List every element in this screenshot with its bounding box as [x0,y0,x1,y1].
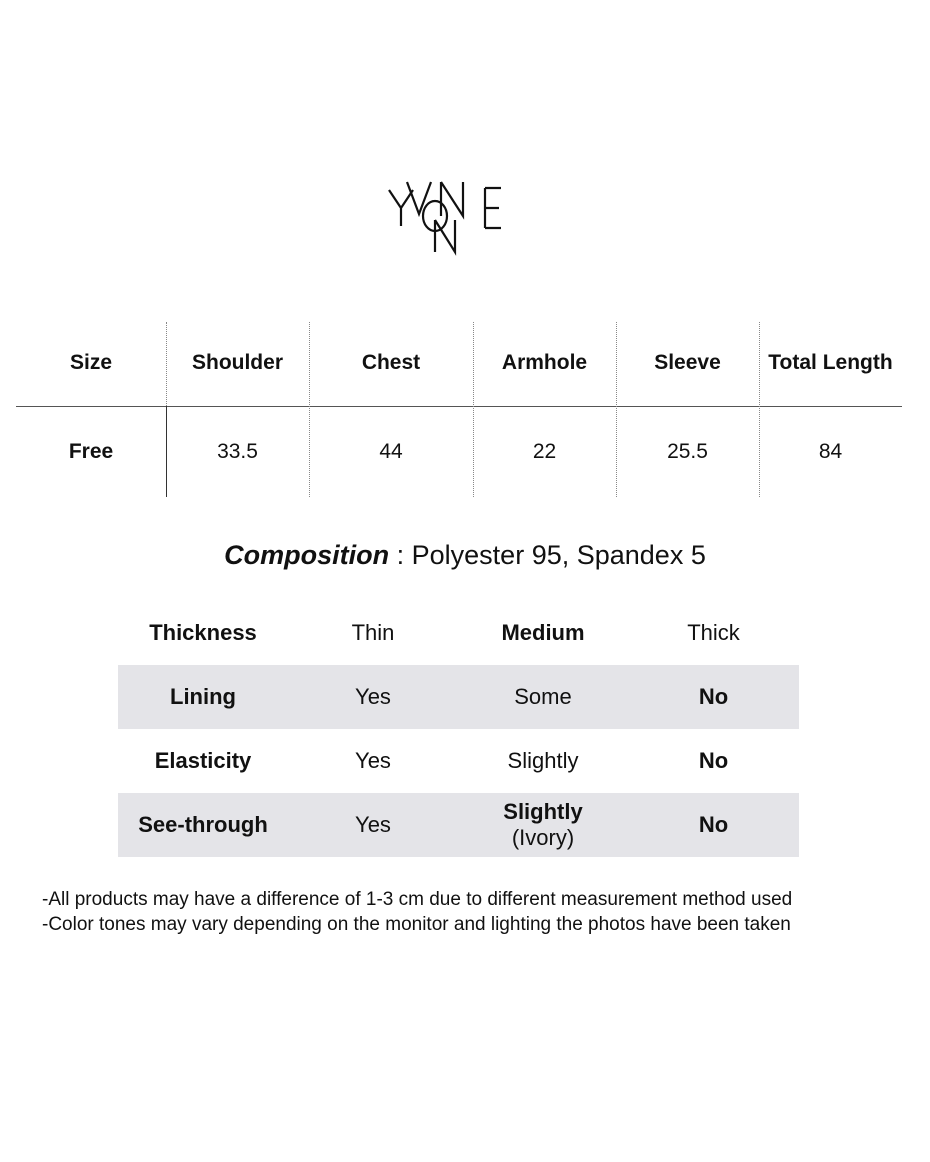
col-size [16,322,166,497]
fabric-label: See-through [138,812,268,837]
fabric-option: Slightly [507,748,579,773]
fabric-option: No [698,812,729,837]
column-divider [309,322,310,497]
fabric-option-selected [458,793,628,857]
value-chest: 44 [379,440,403,463]
header-shoulder: Shoulder [191,351,283,374]
size-table [16,322,902,497]
composition-line [0,540,930,571]
fabric-row-lining [118,665,799,729]
composition-value: Polyester 95, Spandex 5 [411,540,706,570]
col-chest [309,322,473,497]
row-label-divider [166,406,167,497]
fabric-option-selected: Medium [501,620,585,645]
value-total-length: 84 [818,440,843,463]
fabric-option-selected: No [698,684,729,709]
fabric-label: Elasticity [154,748,252,773]
value-sleeve: 25.5 [667,440,708,463]
fabric-row-thickness [118,601,799,665]
column-divider [616,322,617,497]
composition-separator: : [389,540,412,570]
fabric-label: Thickness [149,620,257,645]
fabric-row-see-through [118,793,799,857]
header-sleeve: Sleeve [654,351,721,374]
fabric-option-selected-label: Slightly [503,799,583,824]
fabric-option: Yes [355,812,391,837]
fabric-label: Lining [170,684,236,709]
value-size: Free [68,440,114,463]
composition-label: Composition [224,540,390,570]
column-divider [166,322,167,406]
brand-monogram-icon [385,176,507,256]
note-line: -Color tones may vary depending on the monitor and lighting the photos have been taken [42,914,791,935]
col-armhole [473,322,616,497]
fabric-option: Yes [355,748,391,773]
column-divider [473,322,474,497]
note-line: -All products may have a difference of 1-3 cm due to different measurement method used [42,889,793,910]
header-size: Size [69,351,113,374]
disclaimer-notes [42,887,792,937]
header-armhole: Armhole [501,351,588,374]
column-divider [759,322,760,497]
fabric-option: Some [514,684,572,709]
value-armhole: 22 [532,440,557,463]
header-divider [16,406,902,407]
fabric-option: Yes [355,684,391,709]
fabric-row-elasticity [118,729,799,793]
fabric-option: Thick [687,620,740,645]
header-total-length: Total Length [768,351,893,374]
brand-logo [385,176,507,256]
col-sleeve [616,322,759,497]
header-chest: Chest [361,351,421,374]
value-shoulder: 33.5 [217,440,258,463]
fabric-table [118,601,799,857]
fabric-option-selected: No [698,748,729,773]
fabric-option-note: (Ivory) [511,825,575,850]
col-shoulder [166,322,309,497]
col-total-length [759,322,902,497]
fabric-option: Thin [351,620,395,645]
